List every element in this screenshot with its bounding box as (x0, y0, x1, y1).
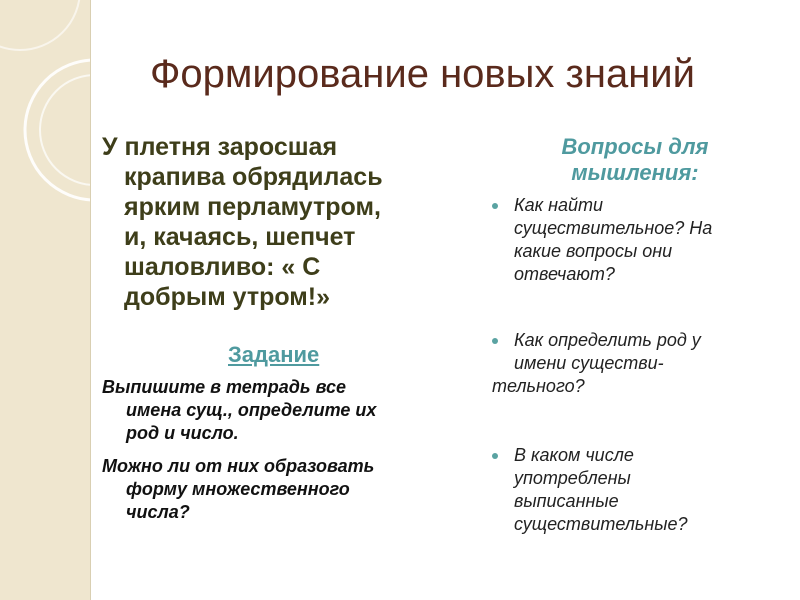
task-link[interactable]: Задание (228, 342, 320, 367)
poem-line: У плетня заросшая (102, 133, 338, 161)
bullet-icon (492, 453, 498, 459)
questions-heading-line: Вопросы для (561, 134, 709, 159)
question-line: тельного? (492, 376, 585, 396)
task-line: Можно ли от них образовать (102, 456, 375, 476)
question-line: Как определить род у (514, 330, 701, 350)
questions-heading-line: мышления: (571, 160, 699, 185)
poem-line: шаловливо: « С (124, 253, 321, 281)
poem-line: ярким перламутром, (124, 193, 381, 221)
decorative-arcs (0, 0, 90, 600)
decorative-left-strip (0, 0, 91, 600)
question-item-3 (492, 444, 782, 536)
question-line: существительные? (514, 514, 688, 534)
slide-title: Формирование новых знаний (150, 52, 695, 96)
bullet-icon (492, 203, 498, 209)
question-line: Как найти (514, 195, 604, 215)
task-instruction-1 (102, 376, 462, 445)
question-line: какие вопросы они (514, 241, 673, 261)
task-line: форму множественного (126, 479, 350, 499)
task-instruction-2 (102, 455, 462, 524)
question-line: отвечают? (514, 264, 615, 284)
poem-line: крапива обрядилась (124, 163, 383, 191)
task-line: Выпишите в тетрадь все (102, 377, 347, 397)
bullet-icon (492, 338, 498, 344)
questions-heading (520, 134, 750, 186)
poem-text (102, 132, 462, 312)
question-item-1 (492, 194, 782, 286)
question-line: употреблены (514, 468, 631, 488)
question-line: существительное? На (514, 218, 713, 238)
poem-line: добрым утром!» (124, 283, 331, 311)
question-line: выписанные (514, 491, 619, 511)
task-line: род и число. (126, 423, 239, 443)
task-line: имена сущ., определите их (126, 400, 377, 420)
question-item-2 (492, 329, 782, 398)
question-line: В каком числе (514, 445, 634, 465)
question-line: имени существи- (514, 353, 664, 373)
task-line: числа? (126, 502, 190, 522)
poem-line: и, качаясь, шепчет (124, 223, 356, 251)
